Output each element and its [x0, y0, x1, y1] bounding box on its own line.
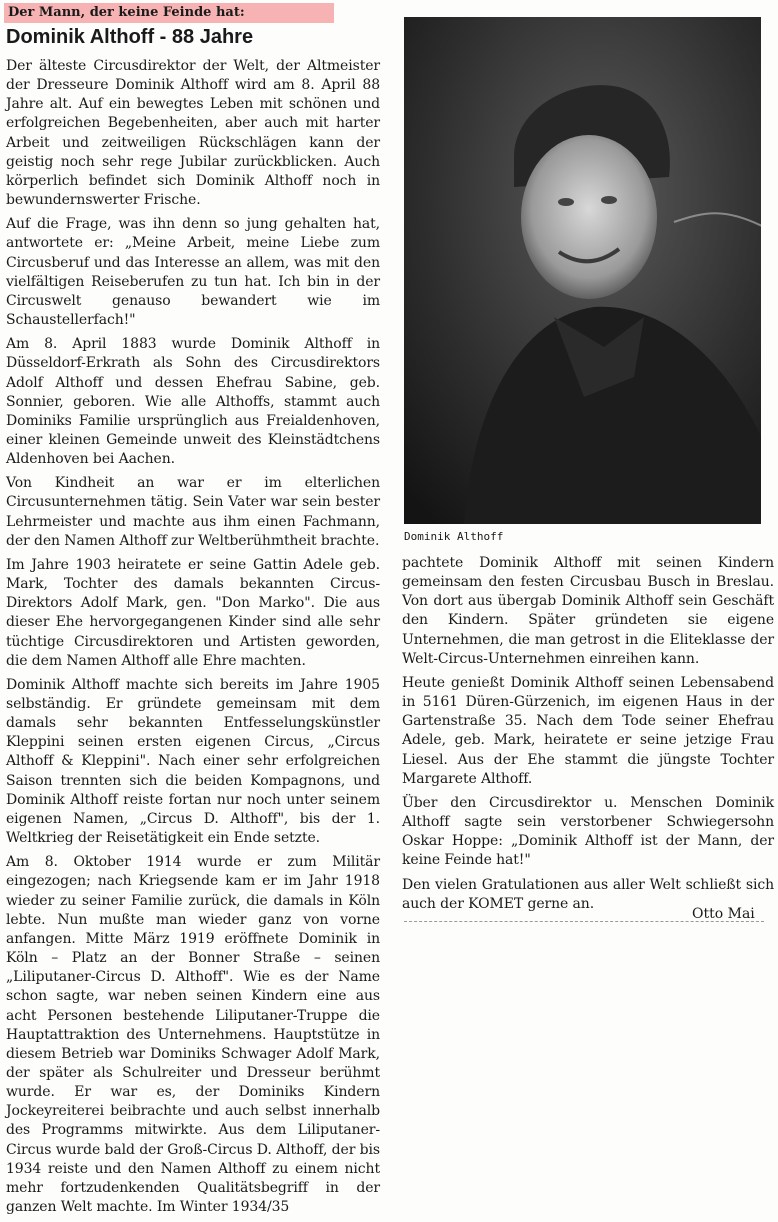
right-column	[402, 554, 774, 919]
paragraph: Am 8. April 1883 wurde Dominik Althoff in Düsseldorf-Erkrath als Sohn des Circusdirektors Adolf Althoff und dessen Ehefrau Sabine, geb. Sonnier, geboren. Wie alle Althoffs, stammt auch Dominiks Familie ursprünglich aus Freialdenhoven, einer kleinen Gemeinde unweit des Kleinstädtchens Aldenhoven bei Aachen.	[6, 336, 380, 468]
left-column	[6, 57, 380, 1222]
paragraph: Über den Circusdirektor u. Menschen Dominik Althoff sagte sein verstorbener Schwiegersohn Oskar Hoppe: „Dominik Althoff ist der Mann, der keine Feinde hat!"	[402, 794, 774, 869]
author-byline: Otto Mai	[692, 906, 755, 922]
paragraph: pachtete Dominik Althoff mit seinen Kindern gemeinsam den festen Circusbau Busch in Breslau. Von dort aus übergab Dominik Althoff sein Geschäft den Kindern. Später gründeten sie eigene Unternehmen, die man getrost in die Eliteklasse der Welt-Circus-Unternehmen einreihen kann.	[402, 555, 774, 667]
paragraph: Von Kindheit an war er im elterlichen Circusunternehmen tätig. Sein Vater war sein bester Lehrmeister und machte aus ihm einen Fachmann, der den Namen Althoff zur Weltberühmtheit brachte.	[6, 475, 380, 549]
paragraph: Heute genießt Dominik Althoff seinen Lebensabend in 5161 Düren-Gürzenich, im eigenen Haus in der Gartenstraße 35. Nach dem Tode seiner Ehefrau Adele, geb. Mark, heiratete er seine jetzige Frau Liesel. Aus der Ehe stammt die jüngste Tochter Margarete Althoff.	[402, 674, 774, 787]
paragraph: Am 8. Oktober 1914 wurde er zum Militär eingezogen; nach Kriegsende kam er im Jahr 1918 wieder zu seiner Familie zurück, die damals in Köln lebte. Nun mußte man wieder ganz von vorne anfangen. Mitte März 1919 eröffnete Dominik in Köln – Platz an der Bonner Straße – seinen „Liliputaner-Circus D. Althoff". Wie es der Name schon sagte, war neben seinen Kindern eine aus acht Personen bestehende Liliputaner-Truppe die Hauptattraktion des Unternehmens. Hauptstütze in diesem Betrieb war Dominiks Schwager Adolf Mark, der später als Schulreiter und Dresseur berühmt wurde. Er war es, der Dominiks Kindern Jockeyreiterei beibrachte und auch selbst innerhalb des Programms mitwirkte. Aus dem Liliputaner-Circus wurde bald der Groß-Circus D. Althoff, der bis 1934 reiste und den Namen Althoff zu einem nicht mehr fortzudenkenden Qualitätsbegriff in der ganzen Welt machte. Im Winter 1934/35	[6, 854, 380, 1216]
article-headline: Dominik Althoff - 88 Jahre	[6, 26, 254, 48]
article-kicker: Der Mann, der keine Feinde hat:	[4, 3, 334, 23]
paragraph: Den vielen Gratulationen aus aller Welt schließt sich auch der KOMET gerne an.	[402, 876, 774, 912]
paragraph: Dominik Althoff machte sich bereits im Jahre 1905 selbständig. Er gründete gemeinsam mit dem damals sehr bekannten Entfesselungskünstler Kleppini seinen ersten eigenen Circus, „Circus Althoff & Kleppini". Nach einer sehr erfolgreichen Saison trennten sich die beiden Kompagnons, und Dominik Althoff reiste fortan nur noch unter seinem eigenen Namen, „Circus D. Althoff", bis der 1. Weltkrieg der Reisetätigkeit ein Ende setzte.	[6, 676, 380, 847]
paragraph: Auf die Frage, was ihn denn so jung gehalten hat, antwortete er: „Meine Arbeit, meine Liebe zum Circusberuf und das Interesse an allem, was mit den vielfältigen Reiseberufen zu tun hat. Ich bin in der Circuswelt genauso bewandert wie im Schaustellerfach!"	[6, 216, 380, 329]
portrait-photo	[404, 17, 761, 524]
photo-caption: Dominik Althoff	[404, 530, 504, 543]
paragraph: Der älteste Circusdirektor der Welt, der Altmeister der Dresseure Dominik Althoff wird am 8. April 88 Jahre alt. Auf ein bewegtes Leben mit schönen und erfolgreichen Begebenheiten, aber auch mit harter Arbeit und zeitweiligen Rückschlägen kann der geistig noch sehr rege Jubilar zurückblicken. Auch körperlich befindet sich Dominik Althoff noch in bewundernswerter Frische.	[6, 58, 380, 209]
paragraph: Im Jahre 1903 heiratete er seine Gattin Adele geb. Mark, Tochter des damals bekannten Circus-Direktors Adolf Mark, gen. "Don Marko". Die aus dieser Ehe hervorgegangenen Kinder sind alle sehr tüchtige Circusdirektoren und Artisten geworden, die dem Namen Althoff alle Ehre machten.	[6, 556, 380, 669]
divider	[404, 921, 764, 922]
